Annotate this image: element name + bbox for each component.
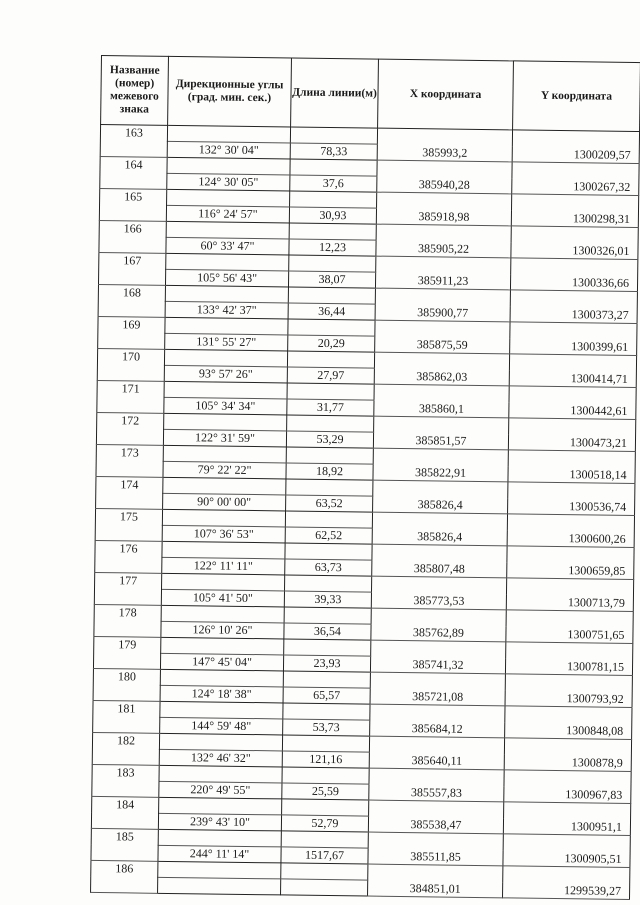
length-cell-empty xyxy=(282,767,369,784)
angle-cell-empty xyxy=(164,381,287,399)
directional-angle-cell: 122° 31' 59" xyxy=(163,429,286,447)
y-coordinate-cell: 1300905,51 xyxy=(503,834,630,868)
directional-angle-cell: 79° 22' 22" xyxy=(163,461,286,479)
point-name-cell: 179 xyxy=(93,636,160,669)
angle-cell-empty xyxy=(163,445,286,463)
angle-cell-empty xyxy=(167,157,290,175)
point-name-cell: 171 xyxy=(97,380,164,413)
y-coordinate-cell: 1300600,26 xyxy=(507,514,634,548)
point-name-cell: 173 xyxy=(96,444,163,477)
length-cell-empty xyxy=(284,639,371,656)
line-length-cell: 27,97 xyxy=(287,367,374,384)
line-length-cell: 12,23 xyxy=(289,239,376,256)
directional-angle-cell: 105° 41' 50" xyxy=(161,589,284,607)
directional-angle-cell: 239° 43' 10" xyxy=(158,813,281,831)
directional-angle-cell: 147° 45' 04" xyxy=(160,653,283,671)
line-length-cell: 78,33 xyxy=(290,143,377,160)
header-y-coordinate: Y координата xyxy=(513,61,640,132)
y-coordinate-cell: 1300518,14 xyxy=(508,450,635,484)
line-length-cell: 37,6 xyxy=(290,175,377,192)
angle-cell-empty xyxy=(162,509,285,527)
y-coordinate-cell: 1300373,27 xyxy=(510,290,637,324)
line-length-cell: 25,59 xyxy=(282,783,369,800)
point-name-cell: 178 xyxy=(94,604,161,637)
point-name-cell: 166 xyxy=(99,220,166,253)
length-cell-empty xyxy=(290,191,377,208)
length-cell-empty xyxy=(290,159,377,176)
angle-cell-empty xyxy=(161,605,284,623)
angle-cell-empty xyxy=(162,541,285,559)
point-name-cell: 169 xyxy=(98,316,165,349)
length-cell-empty xyxy=(282,799,369,816)
point-name-cell: 186 xyxy=(91,860,158,893)
length-cell-empty xyxy=(281,879,368,896)
point-name-cell: 175 xyxy=(95,508,162,541)
point-name-cell: 167 xyxy=(98,252,165,285)
x-coordinate-cell: 385860,1 xyxy=(374,384,509,418)
y-coordinate-cell: 1300298,31 xyxy=(511,194,638,228)
x-coordinate-cell: 385557,83 xyxy=(369,768,504,802)
x-coordinate-cell: 385773,53 xyxy=(371,576,506,610)
length-cell-empty xyxy=(286,479,373,496)
y-coordinate-cell: 1300878,9 xyxy=(504,738,631,772)
table-body xyxy=(91,125,640,900)
point-name-cell: 176 xyxy=(95,540,162,573)
directional-angle-cell: 105° 56' 43" xyxy=(165,269,288,287)
x-coordinate-cell: 385640,11 xyxy=(369,736,504,770)
line-length-cell: 20,29 xyxy=(288,335,375,352)
line-length-cell: 23,93 xyxy=(283,655,370,672)
x-coordinate-cell: 385900,77 xyxy=(375,288,510,322)
y-coordinate-cell: 1300326,01 xyxy=(511,226,638,260)
angle-cell-empty xyxy=(164,349,287,367)
x-coordinate-cell: 385875,59 xyxy=(375,320,510,354)
point-name-cell: 165 xyxy=(99,188,166,221)
length-cell-empty xyxy=(288,319,375,336)
length-cell-empty xyxy=(289,223,376,240)
directional-angle-cell: 93° 57' 26" xyxy=(164,365,287,383)
length-cell-empty xyxy=(282,735,369,752)
directional-angle-cell: 132° 30' 04" xyxy=(167,141,290,159)
x-coordinate-cell: 385741,32 xyxy=(370,640,505,674)
x-coordinate-cell: 385807,48 xyxy=(372,544,507,578)
directional-angle-cell: 220° 49' 55" xyxy=(159,781,282,799)
point-name-cell: 177 xyxy=(94,572,161,605)
directional-angle-cell: 60° 33' 47" xyxy=(166,237,289,255)
x-coordinate-cell: 385862,03 xyxy=(374,352,509,386)
length-cell-empty xyxy=(285,575,372,592)
boundary-points-sheet xyxy=(91,55,635,898)
line-length-cell: 1517,67 xyxy=(281,847,368,864)
x-coordinate-cell: 385721,08 xyxy=(370,672,505,706)
angle-cell-empty xyxy=(158,861,281,879)
angle-cell-empty xyxy=(159,765,282,783)
y-coordinate-cell: 1300659,85 xyxy=(507,546,634,580)
length-cell-empty xyxy=(283,703,370,720)
directional-angle-cell: 244° 11' 14" xyxy=(158,845,281,863)
angle-cell-empty xyxy=(158,877,281,895)
directional-angle-cell: 132° 46' 32" xyxy=(159,749,282,767)
line-length-cell: 30,93 xyxy=(289,207,376,224)
y-coordinate-cell: 1300793,92 xyxy=(505,674,632,708)
length-cell-empty xyxy=(290,127,377,144)
y-coordinate-cell: 1300751,65 xyxy=(506,610,633,644)
point-name-cell: 184 xyxy=(91,796,158,829)
angle-cell-empty xyxy=(159,797,282,815)
angle-cell-empty xyxy=(165,317,288,335)
directional-angle-cell: 124° 18' 38" xyxy=(160,685,283,703)
y-coordinate-cell: 1300536,74 xyxy=(508,482,635,516)
y-coordinate-cell: 1299539,27 xyxy=(503,866,630,900)
line-length-cell: 38,07 xyxy=(288,271,375,288)
header-x-coordinate: X координата xyxy=(378,59,514,130)
y-coordinate-cell: 1300209,57 xyxy=(512,130,639,164)
x-coordinate-cell: 385918,98 xyxy=(376,192,511,226)
angle-cell-empty xyxy=(158,829,281,847)
line-length-cell: 31,77 xyxy=(287,399,374,416)
directional-angle-cell: 126° 10' 26" xyxy=(161,621,284,639)
point-name-cell: 174 xyxy=(96,476,163,509)
angle-cell-empty xyxy=(164,413,287,431)
angle-cell-empty xyxy=(167,189,290,207)
directional-angle-cell: 122° 11' 11" xyxy=(162,557,285,575)
y-coordinate-cell: 1300473,21 xyxy=(508,418,635,452)
angle-cell-empty xyxy=(160,701,283,719)
angle-cell-empty xyxy=(163,477,286,495)
directional-angle-cell: 124° 30' 05" xyxy=(167,173,290,191)
line-length-cell: 52,79 xyxy=(281,815,368,832)
y-coordinate-cell: 1300442,61 xyxy=(509,386,636,420)
line-length-cell: 63,73 xyxy=(285,559,372,576)
directional-angle-cell: 116° 24' 57" xyxy=(166,205,289,223)
length-cell-empty xyxy=(288,287,375,304)
x-coordinate-cell: 385762,89 xyxy=(371,608,506,642)
point-name-cell: 168 xyxy=(98,284,165,317)
line-length-cell: 53,73 xyxy=(283,719,370,736)
length-cell-empty xyxy=(281,863,368,880)
point-name-cell: 164 xyxy=(100,156,167,189)
y-coordinate-cell: 1300336,66 xyxy=(510,258,637,292)
length-cell-empty xyxy=(287,383,374,400)
angle-cell-empty xyxy=(159,733,282,751)
point-name-cell: 170 xyxy=(97,348,164,381)
y-coordinate-cell: 1300848,08 xyxy=(505,706,632,740)
point-name-cell: 180 xyxy=(93,668,160,701)
y-coordinate-cell: 1300399,61 xyxy=(510,322,637,356)
point-name-cell: 183 xyxy=(92,764,159,797)
y-coordinate-cell: 1300951,1 xyxy=(503,802,630,836)
angle-cell-empty xyxy=(162,573,285,591)
header-directional-angle: Дирекционные углы (град. мин. сек.) xyxy=(168,56,292,127)
x-coordinate-cell: 385911,23 xyxy=(375,256,510,290)
line-length-cell: 39,33 xyxy=(284,591,371,608)
x-coordinate-cell: 385826,4 xyxy=(373,480,508,514)
x-coordinate-cell: 385826,4 xyxy=(372,512,507,546)
y-coordinate-cell: 1300414,71 xyxy=(509,354,636,388)
directional-angle-cell: 144° 59' 48" xyxy=(160,717,283,735)
directional-angle-cell: 90° 00' 00" xyxy=(163,493,286,511)
point-name-cell: 185 xyxy=(91,828,158,861)
x-coordinate-cell: 385851,57 xyxy=(373,416,508,450)
x-coordinate-cell: 385511,85 xyxy=(368,832,503,866)
boundary-coordinates-table xyxy=(90,55,640,900)
point-name-cell: 182 xyxy=(92,732,159,765)
line-length-cell: 18,92 xyxy=(286,463,373,480)
line-length-cell: 53,29 xyxy=(286,431,373,448)
header-point-name: Название (номер) межевого знака xyxy=(101,56,169,126)
table-header-row xyxy=(101,56,640,132)
length-cell-empty xyxy=(283,671,370,688)
length-cell-empty xyxy=(289,255,376,272)
point-name-cell: 172 xyxy=(96,412,163,445)
y-coordinate-cell: 1300967,83 xyxy=(504,770,631,804)
line-length-cell: 65,57 xyxy=(283,687,370,704)
y-coordinate-cell: 1300713,79 xyxy=(506,578,633,612)
line-length-cell: 36,44 xyxy=(288,303,375,320)
point-name-cell: 181 xyxy=(93,700,160,733)
header-line-length: Длина линии(м) xyxy=(291,58,379,128)
length-cell-empty xyxy=(285,511,372,528)
x-coordinate-cell: 384851,01 xyxy=(368,864,503,898)
x-coordinate-cell: 385538,47 xyxy=(368,800,503,834)
length-cell-empty xyxy=(285,543,372,560)
angle-cell-empty xyxy=(167,125,290,143)
directional-angle-cell: 133° 42' 37" xyxy=(165,301,288,319)
point-name-cell: 163 xyxy=(100,125,167,158)
x-coordinate-cell: 385940,28 xyxy=(377,160,512,194)
line-length-cell: 63,52 xyxy=(286,495,373,512)
directional-angle-cell: 107° 36' 53" xyxy=(162,525,285,543)
angle-cell-empty xyxy=(161,637,284,655)
angle-cell-empty xyxy=(160,669,283,687)
length-cell-empty xyxy=(281,831,368,848)
directional-angle-cell: 131° 55' 27" xyxy=(165,333,288,351)
y-coordinate-cell: 1300781,15 xyxy=(505,642,632,676)
directional-angle-cell: 105° 34' 34" xyxy=(164,397,287,415)
x-coordinate-cell: 385684,12 xyxy=(370,704,505,738)
line-length-cell: 36,54 xyxy=(284,623,371,640)
length-cell-empty xyxy=(284,607,371,624)
x-coordinate-cell: 385822,91 xyxy=(373,448,508,482)
y-coordinate-cell: 1300267,32 xyxy=(512,162,639,196)
x-coordinate-cell: 385993,2 xyxy=(377,128,512,162)
length-cell-empty xyxy=(287,351,374,368)
line-length-cell: 62,52 xyxy=(285,527,372,544)
x-coordinate-cell: 385905,22 xyxy=(376,224,511,258)
angle-cell-empty xyxy=(166,253,289,271)
angle-cell-empty xyxy=(166,221,289,239)
line-length-cell: 121,16 xyxy=(282,751,369,768)
angle-cell-empty xyxy=(165,285,288,303)
length-cell-empty xyxy=(286,447,373,464)
length-cell-empty xyxy=(287,415,374,432)
